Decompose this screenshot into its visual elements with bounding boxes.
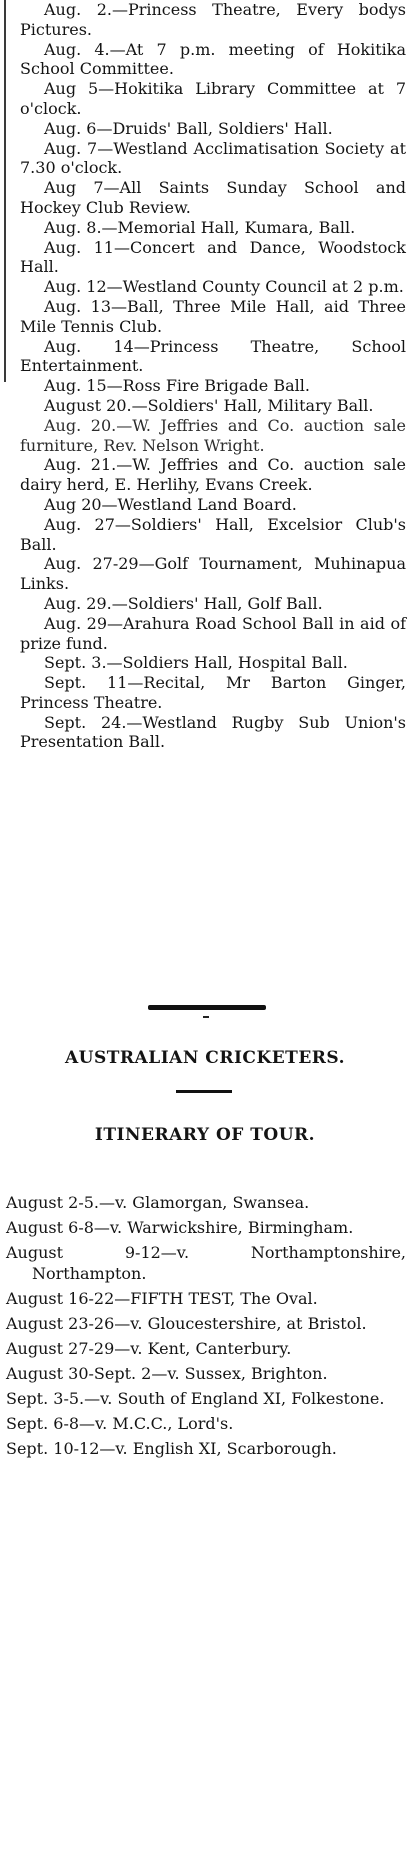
- event-entry: Aug. 15—Ross Fire Brigade Ball.: [44, 376, 310, 396]
- event-entry: Aug. 2.—Princess Theatre, Every bodys Pictures.: [20, 0, 406, 39]
- event-entry: Aug. 27-29—Golf Tournament, Muhinapua Links.: [20, 554, 406, 594]
- itinerary-entry: August 30-Sept. 2—v. Sussex, Brighton.: [6, 1364, 328, 1383]
- event-entry: Aug. 29.—Soldiers' Hall, Golf Ball.: [44, 593, 323, 613]
- itinerary-entry: August 6-8—v. Warwickshire, Birmingham.: [6, 1218, 354, 1237]
- event-entry: Sept. 11—Recital, Mr Barton Ginger, Princess Theatre.: [20, 673, 406, 712]
- event-entry: Aug. 29—Arahura Road School Ball in aid of prize fund.: [20, 613, 406, 653]
- event-entry: Aug. 13—Ball, Three Mile Hall, aid Three Mile Tennis Club.: [20, 296, 406, 336]
- event-entry: Aug. 8.—Memorial Hall, Kumara, Ball.: [44, 217, 356, 237]
- itinerary-entry: Sept. 6-8—v. M.C.C., Lord's.: [6, 1414, 234, 1433]
- event-entry: Aug. 6—Druids' Ball, Soldiers' Hall.: [44, 118, 333, 138]
- event-entry: Sept. 3.—Soldiers Hall, Hospital Ball.: [44, 653, 348, 673]
- itinerary-entry: August 16-22—FIFTH TEST, The Oval.: [6, 1289, 318, 1308]
- itinerary-entry: Sept. 3-5.—v. South of England XI, Folkestone.: [6, 1389, 385, 1408]
- itinerary-entry: Sept. 10-12—v. English XI, Scarborough.: [6, 1439, 337, 1458]
- divider-tick: [203, 1016, 209, 1018]
- event-entry: August 20.—Soldiers' Hall, Military Ball.: [44, 395, 374, 415]
- event-entry: Aug. 11—Concert and Dance, Woodstock Hall.: [20, 237, 406, 277]
- event-entry: Aug. 21.—W. Jeffries and Co. auction sale dairy herd, E. Herlihy, Evans Creek.: [20, 455, 406, 495]
- event-entry: Aug. 4.—At 7 p.m. meeting of Hokitika School Committee.: [20, 39, 406, 79]
- event-entry: Aug 20—Westland Land Board.: [44, 494, 297, 514]
- event-entry: Aug. 7—Westland Acclimatisation Society at 7.30 o'clock.: [20, 138, 406, 178]
- itinerary-entry: August 9-12—v. Northamptonshire, Northampton.: [6, 1243, 406, 1283]
- event-entry: Sept. 24.—Westland Rugby Sub Union's Presentation Ball.: [20, 712, 406, 752]
- event-entry: Aug. 20.—W. Jeffries and Co. auction sale furniture, Rev. Nelson Wright.: [20, 415, 406, 455]
- section-divider: [148, 1005, 266, 1010]
- heading-divider: [176, 1090, 232, 1093]
- subsection-heading: ITINERARY OF TOUR.: [94, 1125, 316, 1145]
- event-entry: Aug. 14—Princess Theatre, School Entertainment.: [20, 336, 406, 376]
- itinerary-list: [0, 1192, 410, 1463]
- event-entry: Aug. 27—Soldiers' Hall, Excelsior Club's Ball.: [20, 514, 406, 554]
- event-entry: Aug 5—Hokitika Library Committee at 7 o'clock.: [20, 79, 406, 118]
- event-entry: Aug 7—All Saints Sunday School and Hockey Club Review.: [20, 178, 406, 217]
- itinerary-entry: August 23-26—v. Gloucestershire, at Bristol.: [6, 1314, 367, 1333]
- event-entry: Aug. 12—Westland County Council at 2 p.m.: [44, 277, 404, 297]
- itinerary-entry: August 27-29—v. Kent, Canterbury.: [6, 1339, 292, 1358]
- section-heading: AUSTRALIAN CRICKETERS.: [64, 1048, 345, 1068]
- events-list: [0, 0, 410, 752]
- itinerary-entry: August 2-5.—v. Glamorgan, Swansea.: [6, 1193, 310, 1212]
